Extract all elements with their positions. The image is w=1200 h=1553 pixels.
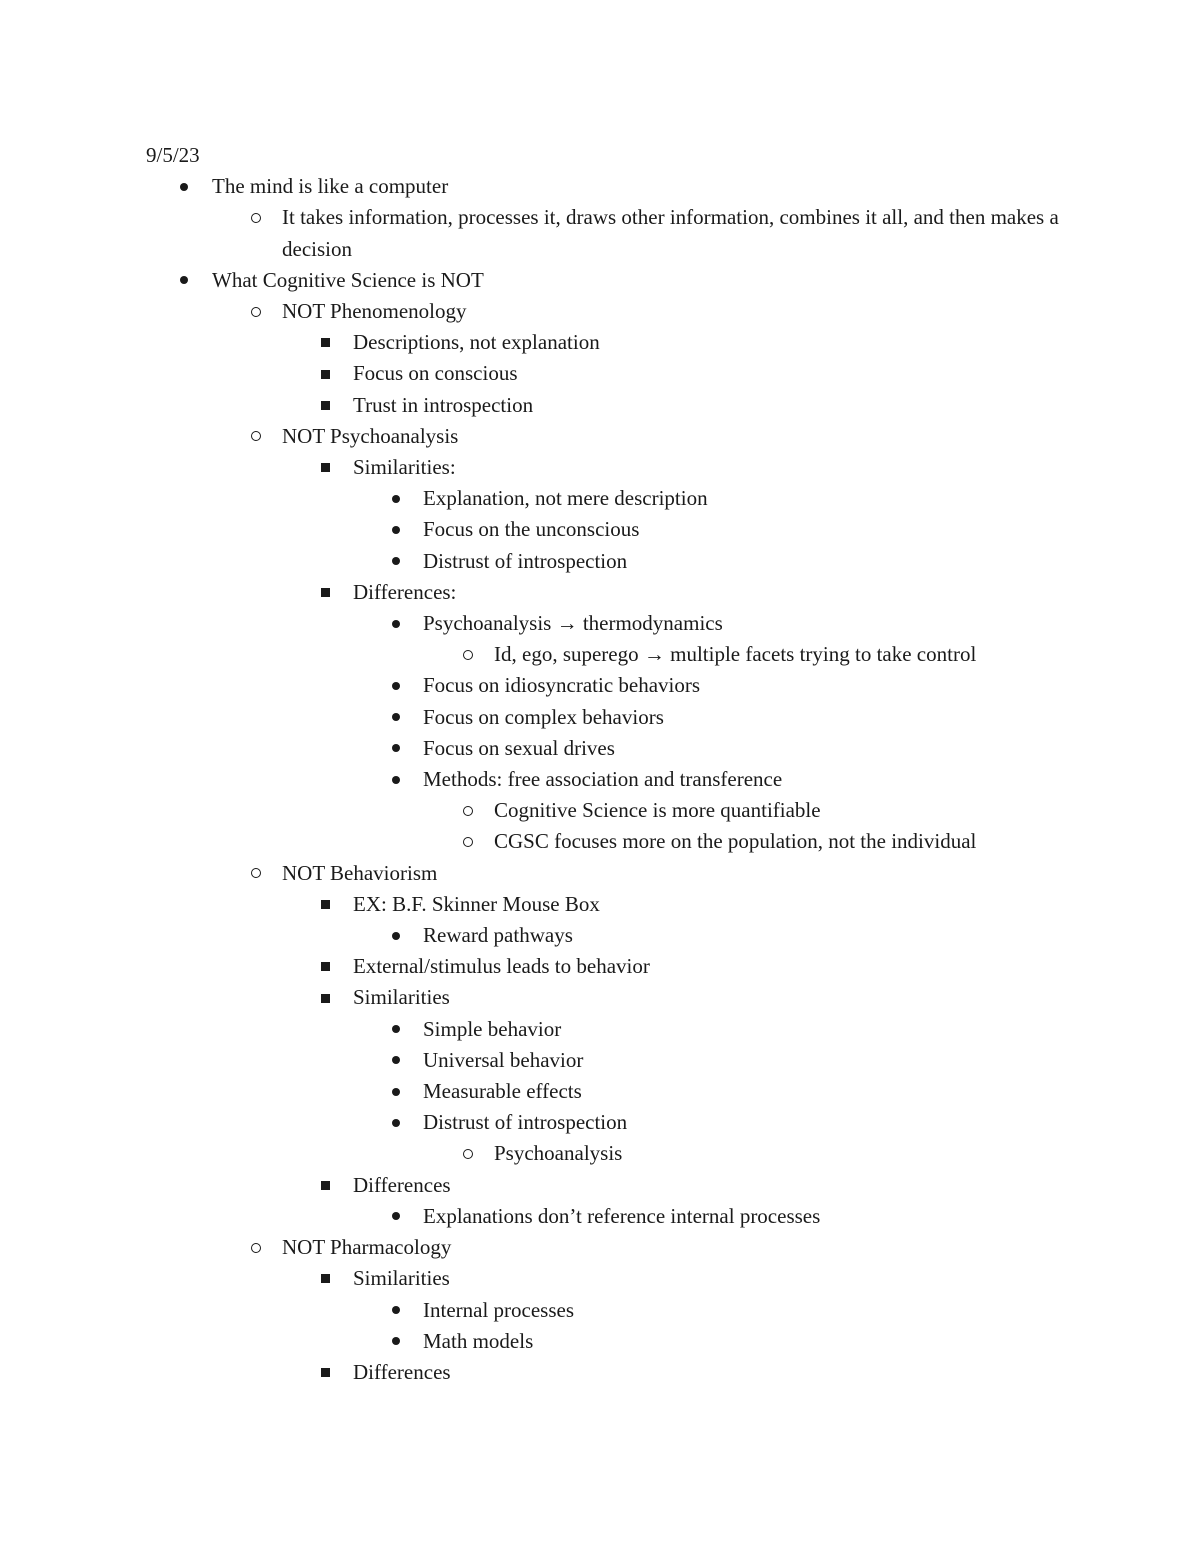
square-bullet-icon xyxy=(321,452,351,483)
outline-item-text: It takes information, processes it, draws other information, combines it all, and then makes a decision xyxy=(282,205,1059,261)
hollow-bullet-icon xyxy=(251,421,281,452)
outline-item-text: NOT Pharmacology xyxy=(282,1235,452,1260)
outline-item xyxy=(146,483,1066,514)
square-bullet-icon xyxy=(321,577,351,608)
square-bullet-icon xyxy=(321,889,351,920)
outline-item xyxy=(146,702,1066,733)
outline-item-text: Focus on conscious xyxy=(353,361,518,386)
outline-item-text: Distrust of introspection xyxy=(423,548,628,573)
outline-item xyxy=(146,1014,1066,1045)
outline-item xyxy=(146,670,1066,701)
outline-item xyxy=(146,764,1066,795)
square-bullet-icon xyxy=(321,327,351,358)
filled-bullet-icon xyxy=(392,733,422,764)
notes-outline xyxy=(146,171,1066,1388)
outline-item xyxy=(146,889,1066,920)
outline-item-text: External/stimulus leads to behavior xyxy=(353,954,650,979)
filled-bullet-icon xyxy=(392,1076,422,1107)
hollow-bullet-icon xyxy=(463,795,493,826)
outline-item xyxy=(146,358,1066,389)
outline-item xyxy=(146,1201,1066,1232)
document-page xyxy=(146,140,1066,1388)
square-bullet-icon xyxy=(321,358,351,389)
outline-item xyxy=(146,577,1066,608)
outline-item xyxy=(146,1107,1066,1138)
outline-item-text: CGSC focuses more on the population, not the individual xyxy=(494,829,977,854)
outline-item xyxy=(146,795,1066,826)
hollow-bullet-icon xyxy=(463,639,493,670)
filled-bullet-icon xyxy=(392,1326,422,1357)
outline-item xyxy=(146,1326,1066,1357)
outline-item xyxy=(146,452,1066,483)
outline-item-text: Differences xyxy=(353,1172,451,1197)
outline-item-text: Universal behavior xyxy=(423,1047,584,1072)
outline-item-text: Math models xyxy=(423,1328,534,1353)
outline-item-text: Trust in introspection xyxy=(353,392,534,417)
filled-bullet-icon xyxy=(392,546,422,577)
outline-item xyxy=(146,733,1066,764)
outline-item-text: Psychoanalysis xyxy=(494,1141,623,1166)
outline-item xyxy=(146,421,1066,452)
filled-bullet-icon xyxy=(392,1107,422,1138)
outline-item-text: Reward pathways xyxy=(423,923,573,948)
outline-item xyxy=(146,327,1066,358)
outline-item-text: Psychoanalysis → thermodynamics xyxy=(423,611,723,636)
outline-item xyxy=(146,202,1066,264)
outline-item xyxy=(146,982,1066,1013)
outline-item xyxy=(146,171,1066,202)
square-bullet-icon xyxy=(321,1170,351,1201)
outline-item xyxy=(146,1045,1066,1076)
outline-item-text: Focus on complex behaviors xyxy=(423,704,664,729)
square-bullet-icon xyxy=(321,1357,351,1388)
filled-bullet-icon xyxy=(392,1201,422,1232)
filled-bullet-icon xyxy=(392,483,422,514)
square-bullet-icon xyxy=(321,390,351,421)
outline-item xyxy=(146,826,1066,857)
hollow-bullet-icon xyxy=(463,1138,493,1169)
hollow-bullet-icon xyxy=(251,296,281,327)
outline-item-text: Explanation, not mere description xyxy=(423,486,708,511)
outline-item-text: EX: B.F. Skinner Mouse Box xyxy=(353,891,600,916)
outline-item-text: Differences xyxy=(353,1359,451,1384)
outline-item xyxy=(146,1076,1066,1107)
outline-item-text: Cognitive Science is more quantifiable xyxy=(494,798,821,823)
outline-item-text: The mind is like a computer xyxy=(212,174,449,199)
outline-item xyxy=(146,265,1066,296)
outline-item-text: Methods: free association and transference xyxy=(423,767,783,792)
filled-bullet-icon xyxy=(180,265,210,296)
outline-item-text: What Cognitive Science is NOT xyxy=(212,267,484,292)
outline-item-text: Similarities: xyxy=(353,455,456,480)
filled-bullet-icon xyxy=(392,514,422,545)
outline-item-text: Focus on the unconscious xyxy=(423,517,640,542)
filled-bullet-icon xyxy=(392,670,422,701)
hollow-bullet-icon xyxy=(251,858,281,889)
filled-bullet-icon xyxy=(180,171,210,202)
filled-bullet-icon xyxy=(392,1014,422,1045)
filled-bullet-icon xyxy=(392,764,422,795)
outline-item-text: Similarities xyxy=(353,1266,450,1291)
outline-item-text: Focus on idiosyncratic behaviors xyxy=(423,673,701,698)
outline-item xyxy=(146,296,1066,327)
filled-bullet-icon xyxy=(392,1295,422,1326)
outline-item-text: NOT Phenomenology xyxy=(282,299,467,323)
outline-item-text: Similarities xyxy=(353,985,450,1010)
square-bullet-icon xyxy=(321,982,351,1013)
outline-item xyxy=(146,1232,1066,1263)
note-date: 9/5/23 xyxy=(146,143,200,167)
outline-item xyxy=(146,1295,1066,1326)
outline-item-text: Focus on sexual drives xyxy=(423,735,615,760)
outline-item xyxy=(146,1357,1066,1388)
outline-item-text: Explanations don’t reference internal processes xyxy=(423,1203,821,1228)
outline-item xyxy=(146,514,1066,545)
filled-bullet-icon xyxy=(392,1045,422,1076)
hollow-bullet-icon xyxy=(251,202,281,233)
outline-item-text: Descriptions, not explanation xyxy=(353,330,600,355)
outline-item-text: Id, ego, superego → multiple facets trying to take control xyxy=(494,642,977,667)
outline-item xyxy=(146,546,1066,577)
outline-item xyxy=(146,951,1066,982)
hollow-bullet-icon xyxy=(251,1232,281,1263)
outline-item xyxy=(146,608,1066,639)
outline-item xyxy=(146,1138,1066,1169)
outline-item-text: Internal processes xyxy=(423,1297,575,1322)
outline-item-text: NOT Behaviorism xyxy=(282,860,438,885)
outline-item-text: Simple behavior xyxy=(423,1016,562,1041)
outline-item-text: Differences: xyxy=(353,579,457,604)
outline-item xyxy=(146,390,1066,421)
outline-item-text: Distrust of introspection xyxy=(423,1110,628,1135)
filled-bullet-icon xyxy=(392,608,422,639)
outline-item xyxy=(146,858,1066,889)
outline-item-text: NOT Psychoanalysis xyxy=(282,423,459,448)
outline-item xyxy=(146,1263,1066,1294)
square-bullet-icon xyxy=(321,1263,351,1294)
outline-item-text: Measurable effects xyxy=(423,1079,582,1104)
hollow-bullet-icon xyxy=(463,826,493,857)
filled-bullet-icon xyxy=(392,702,422,733)
filled-bullet-icon xyxy=(392,920,422,951)
outline-item xyxy=(146,639,1066,670)
outline-item xyxy=(146,1170,1066,1201)
square-bullet-icon xyxy=(321,951,351,982)
outline-item xyxy=(146,920,1066,951)
